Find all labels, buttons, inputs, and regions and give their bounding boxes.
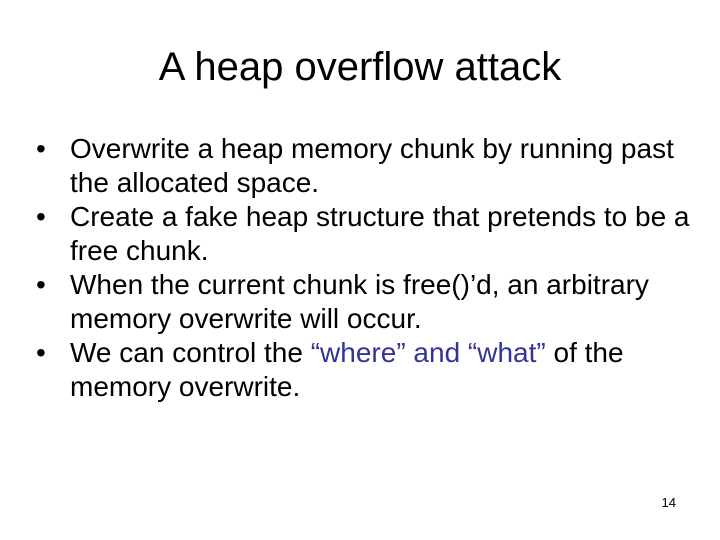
slide-title: A heap overflow attack — [158, 45, 562, 89]
bullet-item-1 — [36, 132, 696, 200]
bullet-item-2 — [36, 200, 696, 268]
bullet-marker: • — [36, 133, 46, 164]
bullet-item-3 — [36, 268, 696, 336]
highlighted-phrase: “where” and “what” — [310, 337, 546, 368]
bullet-marker: • — [36, 269, 46, 300]
bullet-item-4 — [36, 336, 696, 404]
bullet-text: Create a fake heap structure that pretends to be a free chunk. — [70, 201, 690, 266]
bullet-marker: • — [36, 201, 46, 232]
bullet-text: When the current chunk is free()’d, an arbitrary memory overwrite will occur. — [70, 269, 649, 334]
bullet-list — [36, 132, 696, 404]
bullet-text-after: of the memory overwrite. — [70, 337, 624, 402]
bullet-text: Overwrite a heap memory chunk by running past the allocated space. — [70, 133, 674, 198]
bullet-text-before: We can control the — [70, 337, 311, 368]
page-number: 14 — [661, 495, 676, 510]
bullet-marker: • — [36, 337, 46, 368]
